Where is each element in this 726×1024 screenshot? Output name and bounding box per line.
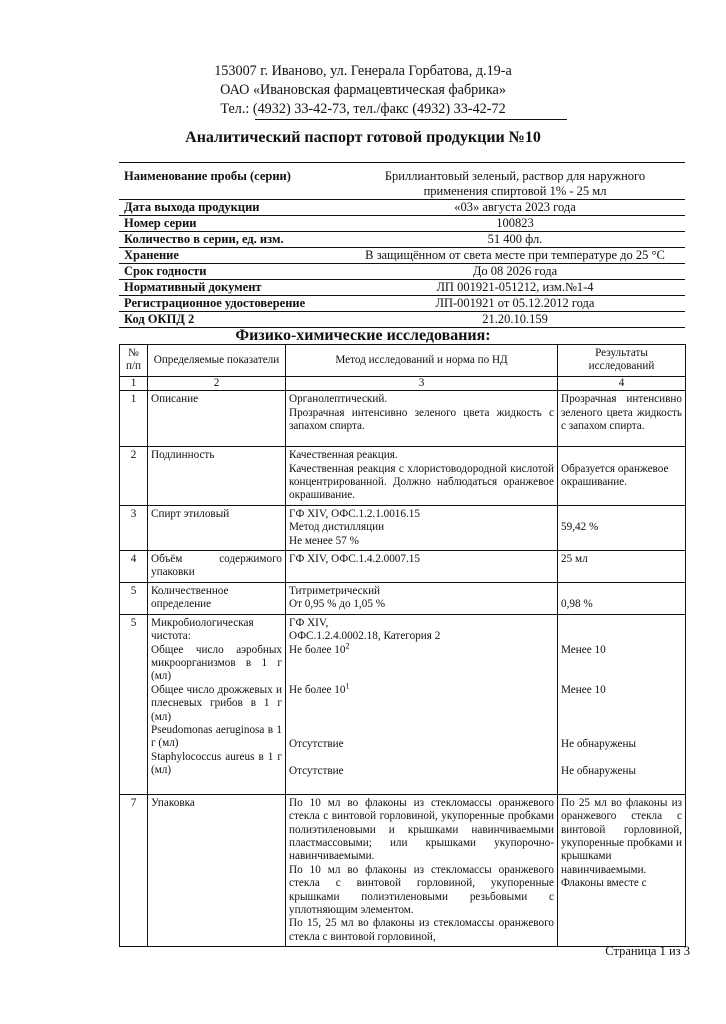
table-row xyxy=(120,614,686,794)
result-cell: 0,98 % xyxy=(558,582,686,614)
storage-label: Хранение xyxy=(124,248,179,262)
indicator-text: Общее число дрожжевых и плесневых грибов в 1 г (мл) xyxy=(151,683,282,723)
quantity-label: Количество в серии, ед. изм. xyxy=(124,232,284,246)
result-cell: По 25 мл во флаконы из оранжевого стекла с винтовой горловиной, укупоренные пробками и крышками навинчиваемыми. Флаконы вместе с xyxy=(558,794,686,946)
column-number-row xyxy=(120,376,686,390)
colnum-3: 3 xyxy=(286,376,558,390)
result-cell xyxy=(558,614,686,794)
method-text xyxy=(289,640,554,684)
method-limit-text: Не более 10 xyxy=(289,683,346,696)
indicator-text: Pseudomonas aeruginosa в 1 г (мл) xyxy=(151,723,282,750)
method-text: ОФС.1.2.4.0002.18, Категория 2 xyxy=(289,630,441,643)
table-row xyxy=(120,551,686,583)
okpd-value: 21.20.10.159 xyxy=(482,312,548,326)
method-cell xyxy=(286,447,558,506)
physchem-section-title: Физико-химические исследования: xyxy=(235,327,491,344)
registration-label: Регистрационное удостоверение xyxy=(124,296,306,310)
method-text: Качественная реакция с хлористоводородной кислотой концентрированной. Должно наблюдаться оранжевое окрашивание. xyxy=(289,462,554,502)
method-text xyxy=(289,680,554,738)
method-text: От 0,95 % до 1,05 % xyxy=(289,598,386,611)
method-cell xyxy=(286,614,558,794)
storage-value: В защищённом от света месте при температуре до 25 °С xyxy=(365,248,665,262)
info-top-rule xyxy=(119,162,685,163)
indicator-cell: Упаковка xyxy=(148,794,286,946)
release-date-label: Дата выхода продукции xyxy=(124,200,260,214)
indicator-cell: Описание xyxy=(148,391,286,447)
colnum-2: 2 xyxy=(148,376,286,390)
result-text: Менее 10 xyxy=(561,643,606,656)
method-text: Метод дистилляции xyxy=(289,521,385,534)
result-cell: 59,42 % xyxy=(558,505,686,550)
phone-line: Тел.: (4932) 33-42-73, тел./факс (4932) 33-42-72 xyxy=(220,101,506,117)
row-number: 4 xyxy=(120,551,148,583)
shelf-life-label: Срок годности xyxy=(124,264,207,278)
table-header-row xyxy=(120,345,686,377)
result-text: Не обнаружены xyxy=(561,737,637,750)
method-text: Отсутствие xyxy=(289,764,344,777)
method-cell xyxy=(286,505,558,550)
method-cell xyxy=(286,582,558,614)
method-text: По 10 мл во флаконы из стекломассы оранжевого стекла с винтовой горловиной, укупоренные пробками полиэтиленовыми и крышками навинчиваемыми пластмассовыми; или крышками укупорочно-навинчиваемыми. xyxy=(289,796,554,863)
normative-label: Нормативный документ xyxy=(124,280,262,294)
method-cell xyxy=(286,794,558,946)
series-label: Номер серии xyxy=(124,216,197,230)
shelf-life-value: До 08 2026 года xyxy=(472,264,558,278)
colnum-1: 1 xyxy=(120,376,148,390)
method-text: ГФ XIV, xyxy=(289,616,329,629)
colnum-4: 4 xyxy=(558,376,686,390)
indicator-text: Staphylococcus aureus в 1 г (мл) xyxy=(151,750,282,777)
okpd-label: Код ОКПД 2 xyxy=(124,312,195,326)
registration-value: ЛП-001921 от 05.12.2012 года xyxy=(435,296,595,310)
table-row xyxy=(120,505,686,550)
row-number: 1 xyxy=(120,391,148,447)
col-indicator-header: Определяемые показатели xyxy=(148,345,286,377)
indicator-cell xyxy=(148,614,286,794)
physchem-table xyxy=(119,344,686,947)
indicator-cell: Спирт этиловый xyxy=(148,505,286,550)
method-text: ГФ XIV, ОФС.1.2.1.0016.15 xyxy=(289,507,420,520)
method-text: По 10 мл во флаконы из стекломассы оранжевого стекла с винтовой горловиной, укупоренные крышками полиэтиленовыми резьбовыми с уплотняющим элементом. xyxy=(289,863,554,916)
table-row xyxy=(120,391,686,447)
indicator-text: Микробиологическая чистота: xyxy=(151,616,254,643)
indicator-cell: Количественное определение xyxy=(148,582,286,614)
result-text: Не обнаружены xyxy=(561,764,637,777)
row-number: 7 xyxy=(120,794,148,946)
method-cell: ГФ XIV, ОФС.1.4.2.0007.15 xyxy=(286,551,558,583)
result-cell: Образуется оранжевое окрашивание. xyxy=(558,447,686,506)
result-cell: 25 мл xyxy=(558,551,686,583)
col-results-header: Результаты исследований xyxy=(558,345,686,377)
quantity-value: 51 400 фл. xyxy=(487,232,543,246)
indicator-cell: Подлинность xyxy=(148,447,286,506)
header-divider xyxy=(255,119,567,120)
table-row xyxy=(120,794,686,946)
method-limit-text: Не более 10 xyxy=(289,643,346,656)
release-date-value: «03» августа 2023 года xyxy=(454,200,576,214)
row-number: 3 xyxy=(120,505,148,550)
document-title: Аналитический паспорт готовой продукции №10 xyxy=(185,129,541,146)
normative-value: ЛП 001921-051212, изм.№1-4 xyxy=(436,280,594,294)
row-number: 2 xyxy=(120,447,148,506)
table-row xyxy=(120,447,686,506)
method-text: Отсутствие xyxy=(289,737,344,750)
col-method-header: Метод исследований и норма по НД xyxy=(286,345,558,377)
sample-name-value-line1: Бриллиантовый зеленый, раствор для наружного xyxy=(384,169,646,183)
method-limit-exponent: 2 xyxy=(345,640,350,650)
method-cell xyxy=(286,391,558,447)
row-number: 5 xyxy=(120,614,148,794)
sample-name-label: Наименование пробы (серии) xyxy=(124,169,291,183)
method-text: Качественная реакция. xyxy=(289,449,398,462)
result-cell: Прозрачная интенсивно зеленого цвета жидкость с запахом спирта. xyxy=(558,391,686,447)
sample-name-value-line2: применения спиртовой 1% - 25 мл xyxy=(423,184,607,198)
page-number: Страница 1 из 3 xyxy=(605,944,690,958)
method-text: По 15, 25 мл во флаконы из стекломассы оранжевого стекла с винтовой горловиной, xyxy=(289,917,554,943)
row-number: 5 xyxy=(120,582,148,614)
indicator-text: Общее число аэробных микроорганизмов в 1 г (мл) xyxy=(151,643,282,683)
method-text: Не менее 57 % xyxy=(289,534,359,547)
method-text: Титриметрический xyxy=(289,584,381,597)
table-row xyxy=(120,582,686,614)
result-spacer xyxy=(561,617,682,644)
series-value: 100823 xyxy=(496,216,534,230)
col-num-header: № п/п xyxy=(120,345,148,377)
indicator-cell: Объём содержимого упаковки xyxy=(148,551,286,583)
address-line: 153007 г. Иваново, ул. Генерала Горбатова, д.19-а xyxy=(214,63,512,79)
method-limit-exponent: 1 xyxy=(345,680,350,690)
method-text: Прозрачная интенсивно зеленого цвета жидкость с запахом спирта. xyxy=(289,406,554,433)
method-text: Органолептический. xyxy=(289,393,388,406)
company-line: ОАО «Ивановская фармацевтическая фабрика» xyxy=(220,82,506,98)
result-text: Менее 10 xyxy=(561,683,606,696)
